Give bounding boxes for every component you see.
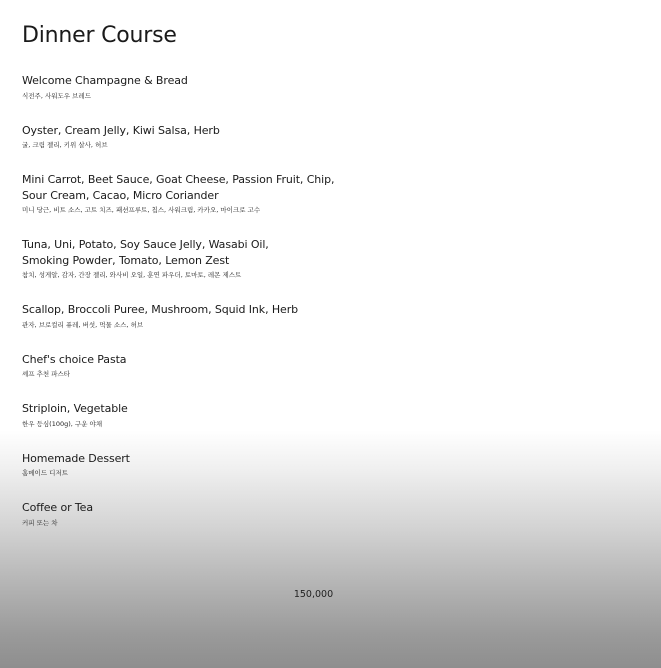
course-name: Coffee or Tea <box>22 501 93 514</box>
menu-page <box>22 22 642 550</box>
course-description: 커피 또는 차 <box>22 518 58 527</box>
course-item <box>22 172 642 215</box>
course-name: Mini Carrot, Beet Sauce, Goat Cheese, Passion Fruit, Chip, Sour Cream, Cacao, Micro Coriander <box>22 173 335 202</box>
course-description: 참치, 성게알, 감자, 간장 젤리, 와사비 오일, 훈연 파우더, 토마토, 레몬 제스트 <box>22 271 242 279</box>
course-list <box>22 73 642 528</box>
course-description: 굴, 크림 젤리, 키위 살사, 허브 <box>22 141 108 149</box>
course-description: 홈메이드 디저트 <box>22 469 69 477</box>
course-price: 150,000 <box>293 589 334 600</box>
page-title: Dinner Course <box>22 23 177 48</box>
course-item <box>22 237 642 280</box>
course-description: 셰프 추천 파스타 <box>22 370 71 378</box>
course-name: Oyster, Cream Jelly, Kiwi Salsa, Herb <box>22 123 220 137</box>
course-name: Homemade Dessert <box>22 451 130 465</box>
course-description: 한우 등심(100g), 구운 야채 <box>22 419 103 428</box>
course-name: Tuna, Uni, Potato, Soy Sauce Jelly, Wasabi Oil, Smoking Powder, Tomato, Lemon Zest <box>22 238 269 267</box>
course-description: 식전주, 사워도우 브레드 <box>22 91 91 100</box>
course-name: Welcome Champagne & Bread <box>22 74 188 87</box>
course-item <box>22 401 642 429</box>
course-name: Scallop, Broccoli Puree, Mushroom, Squid Ink, Herb <box>22 303 299 316</box>
course-name: Chef's choice Pasta <box>22 352 127 366</box>
course-item <box>22 352 642 380</box>
course-description: 관자, 브로컬리 퓨레, 버섯, 먹물 소스, 허브 <box>22 320 144 329</box>
course-description: 미니 당근, 비트 소스, 고트 치즈, 패션프루트, 칩스, 사워크림, 카카오, 마이크로 고수 <box>22 206 261 214</box>
course-item <box>22 302 642 330</box>
course-item <box>22 451 642 479</box>
course-item <box>22 500 642 528</box>
course-item <box>22 73 642 101</box>
course-name: Striploin, Vegetable <box>22 402 128 415</box>
course-item <box>22 123 642 151</box>
